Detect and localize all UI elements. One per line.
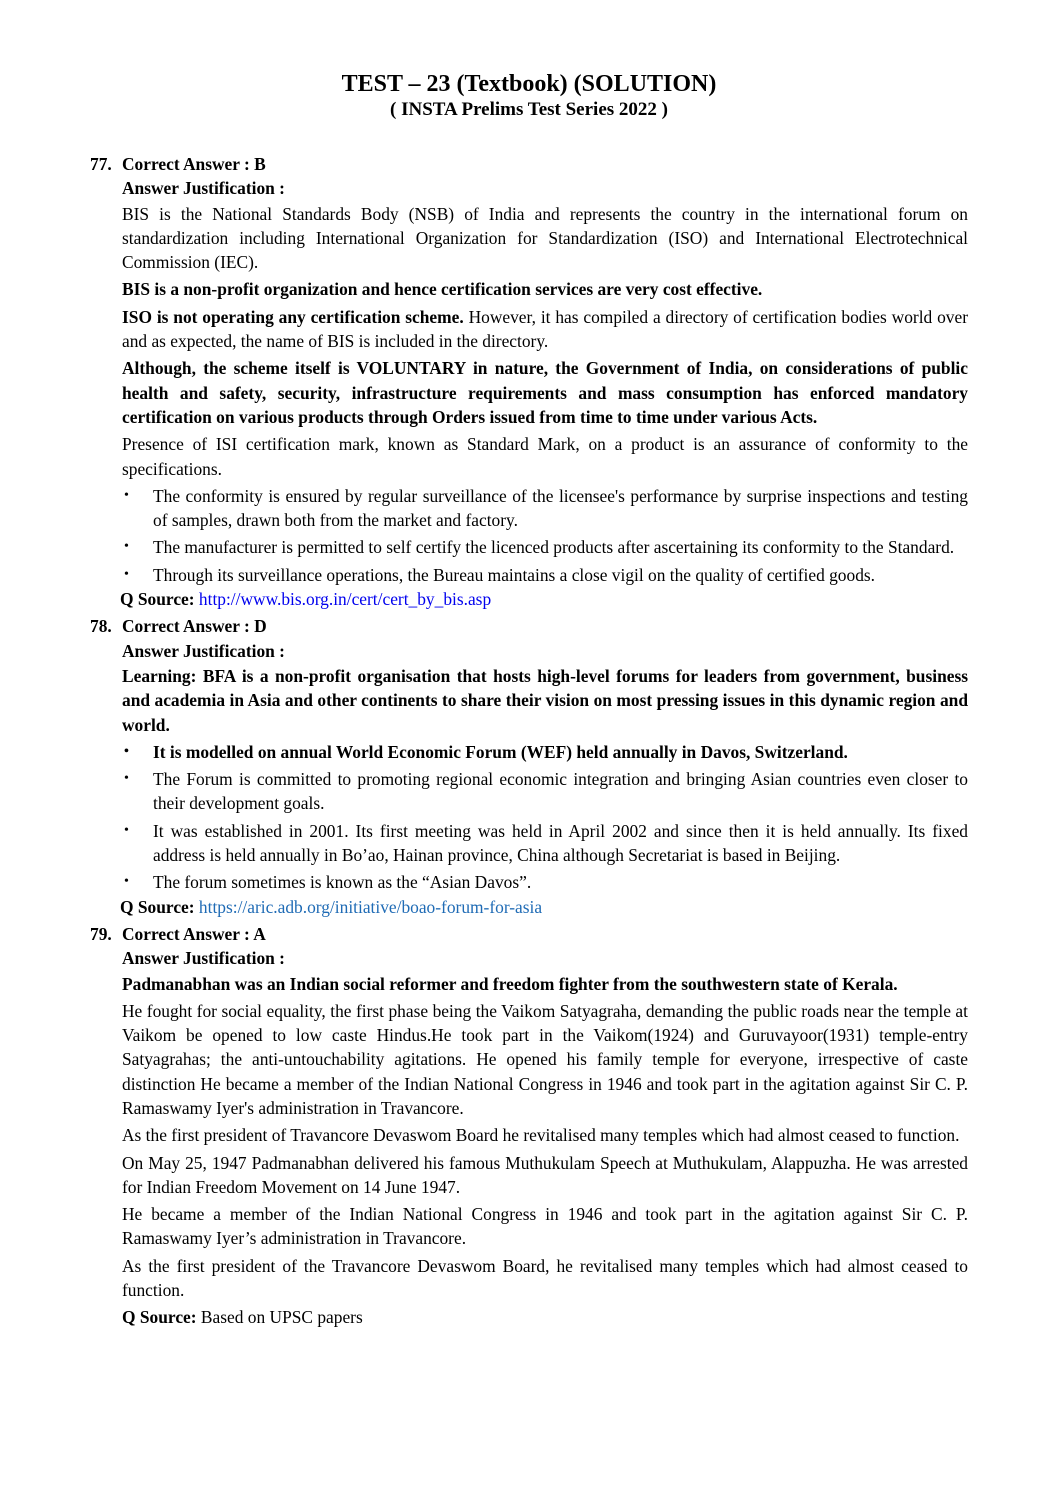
question-79 — [90, 922, 968, 1330]
source-line — [122, 1305, 968, 1329]
paragraph — [122, 356, 968, 429]
list-item-text: The conformity is ensured by regular surveillance of the licensee's performance by surprise inspections and testing of samples, drawn both from the market and factory. — [153, 485, 968, 531]
bullet-icon: • — [124, 539, 129, 555]
paragraph-bold-text: Although, the scheme itself is VOLUNTARY in nature, the Government of India, on considerations of public health and safety, security, infrastructure requirements and mass consumption has enforced mandatory certification on various products through Orders issued from time to time under various Acts. — [122, 358, 968, 427]
paragraph-text: BIS is the National Standards Body (NSB) of India and represents the country in the international forum on standardization including International Organization for Standardization (ISO) and International Electrotechnical Commission (IEC). — [122, 203, 968, 273]
answer-justification-label: Answer Justification : — [122, 178, 285, 199]
correct-answer: Correct Answer : A — [122, 923, 266, 944]
list-item — [122, 870, 968, 894]
list-item — [122, 767, 968, 816]
bullet-icon: • — [124, 487, 129, 503]
paragraph — [122, 999, 968, 1120]
paragraph — [122, 1151, 968, 1200]
paragraph — [122, 432, 968, 481]
paragraph — [122, 1202, 968, 1251]
answer-justification-label: Answer Justification : — [122, 948, 285, 969]
bullet-icon: • — [124, 822, 129, 838]
correct-answer: Correct Answer : D — [122, 616, 267, 637]
paragraph — [122, 1254, 968, 1303]
bullet-list — [122, 484, 968, 587]
source-link[interactable]: http://www.bis.org.in/cert/cert_by_bis.asp — [198, 589, 492, 610]
question-heading — [90, 922, 968, 946]
bullet-icon: • — [124, 743, 129, 759]
source-link[interactable]: https://aric.adb.org/initiative/boao-forum-for-asia — [198, 896, 543, 917]
bullet-icon: • — [124, 771, 129, 787]
question-77 — [90, 152, 968, 611]
list-item — [122, 484, 968, 533]
paragraph-text: On May 25, 1947 Padmanabhan delivered his famous Muthukulam Speech at Muthukulam, Alappuzha. He was arrested for Indian Freedom Movement on 14 June 1947. — [122, 1152, 968, 1197]
correct-answer: Correct Answer : B — [122, 154, 266, 174]
paragraph — [122, 305, 968, 354]
source-text: Based on UPSC papers — [200, 1307, 363, 1328]
question-78 — [90, 614, 968, 919]
paragraph-text: However, it has compiled a directory of certification bodies world over and as expected, the name of BIS is included in the directory. — [122, 306, 968, 352]
paragraph — [122, 277, 968, 301]
paragraph-text: As the first president of Travancore Devaswom Board he revitalised many temples which had almost ceased to function. — [122, 1125, 960, 1146]
paragraph — [122, 202, 968, 275]
list-item-text: The Forum is committed to promoting regional economic integration and bringing Asian countries even closer to their development goals. — [153, 769, 968, 814]
question-body — [122, 946, 968, 1329]
paragraph-bold-text: Padmanabhan was an Indian social reformer and freedom fighter from the southwestern state of Kerala. — [122, 973, 898, 994]
question-heading — [90, 614, 968, 638]
source-line — [120, 895, 968, 919]
bullet-icon: • — [124, 874, 129, 890]
paragraph — [122, 972, 968, 996]
source-label: Q Source: — [120, 896, 195, 917]
paragraph-bold-text: BIS is a non-profit organization and hence certification services are very cost effective. — [122, 279, 763, 300]
question-number: 79. — [90, 923, 112, 944]
source-line — [120, 587, 968, 611]
paragraph-text: He fought for social equality, the first phase being the Vaikom Satyagraha, demanding the public roads near the temple at Vaikom be opened to low caste Hindus.He took part in the Vaikom(1924) and Guruvayoor(1931) temple-entry Satyagrahas; the anti-untouchability agitations. He opened his family temple for everyone, irrespective of caste distinction He became a member of the Indian National Congress in 1946 and took part in the agitation against Sir C. P. Ramaswamy Iyer's administration in Travancore. — [122, 1000, 968, 1118]
list-item-text: The manufacturer is permitted to self certify the licenced products after ascertaining its conformity to the Standard. — [153, 537, 955, 558]
source-label: Q Source: — [122, 1307, 197, 1328]
list-item — [122, 563, 968, 587]
page-subtitle: ( INSTA Prelims Test Series 2022 ) — [390, 99, 668, 120]
document-header — [0, 70, 1058, 122]
document-content — [90, 152, 968, 1333]
source-label: Q Source: — [120, 589, 195, 610]
question-body — [122, 639, 968, 919]
paragraph-bold-text: ISO is not operating any certification scheme. — [122, 306, 464, 327]
paragraph-text: As the first president of the Travancore Devaswom Board, he revitalised many temples which had almost ceased to function. — [122, 1255, 968, 1301]
list-item — [122, 535, 968, 559]
question-heading — [90, 152, 968, 176]
question-body — [122, 176, 968, 611]
page-title: TEST – 23 (Textbook) (SOLUTION) — [341, 71, 717, 97]
question-number: 77. — [90, 154, 112, 174]
paragraph-text: Presence of ISI certification mark, known as Standard Mark, on a product is an assurance of conformity to the specifications. — [122, 434, 968, 479]
paragraph-bold-text: Learning: BFA is a non-profit organisation that hosts high-level forums for leaders from government, business and academia in Asia and other continents to share their vision on most pressing issues in this dynamic region and world. — [122, 665, 968, 735]
list-item-text: Through its surveillance operations, the Bureau maintains a close vigil on the quality of certified goods. — [153, 564, 876, 585]
list-item — [122, 819, 968, 868]
bullet-list — [122, 740, 968, 895]
paragraph-text: He became a member of the Indian National Congress in 1946 and took part in the agitation against Sir C. P. Ramaswamy Iyer’s administration in Travancore. — [122, 1204, 968, 1249]
paragraph — [122, 664, 968, 737]
list-item — [122, 740, 968, 764]
list-item-text: It was established in 2001. Its first meeting was held in April 2002 and since then it is held annually. Its fixed address is held annually in Bo’ao, Hainan province, China although Secretariat is based in Beijing. — [153, 820, 968, 866]
question-number: 78. — [90, 616, 112, 637]
bullet-icon: • — [124, 566, 129, 582]
list-item-text: It is modelled on annual World Economic Forum (WEF) held annually in Davos, Switzerland. — [153, 741, 848, 762]
list-item-text: The forum sometimes is known as the “Asian Davos”. — [153, 872, 532, 893]
paragraph — [122, 1123, 968, 1147]
answer-justification-label: Answer Justification : — [122, 640, 285, 661]
